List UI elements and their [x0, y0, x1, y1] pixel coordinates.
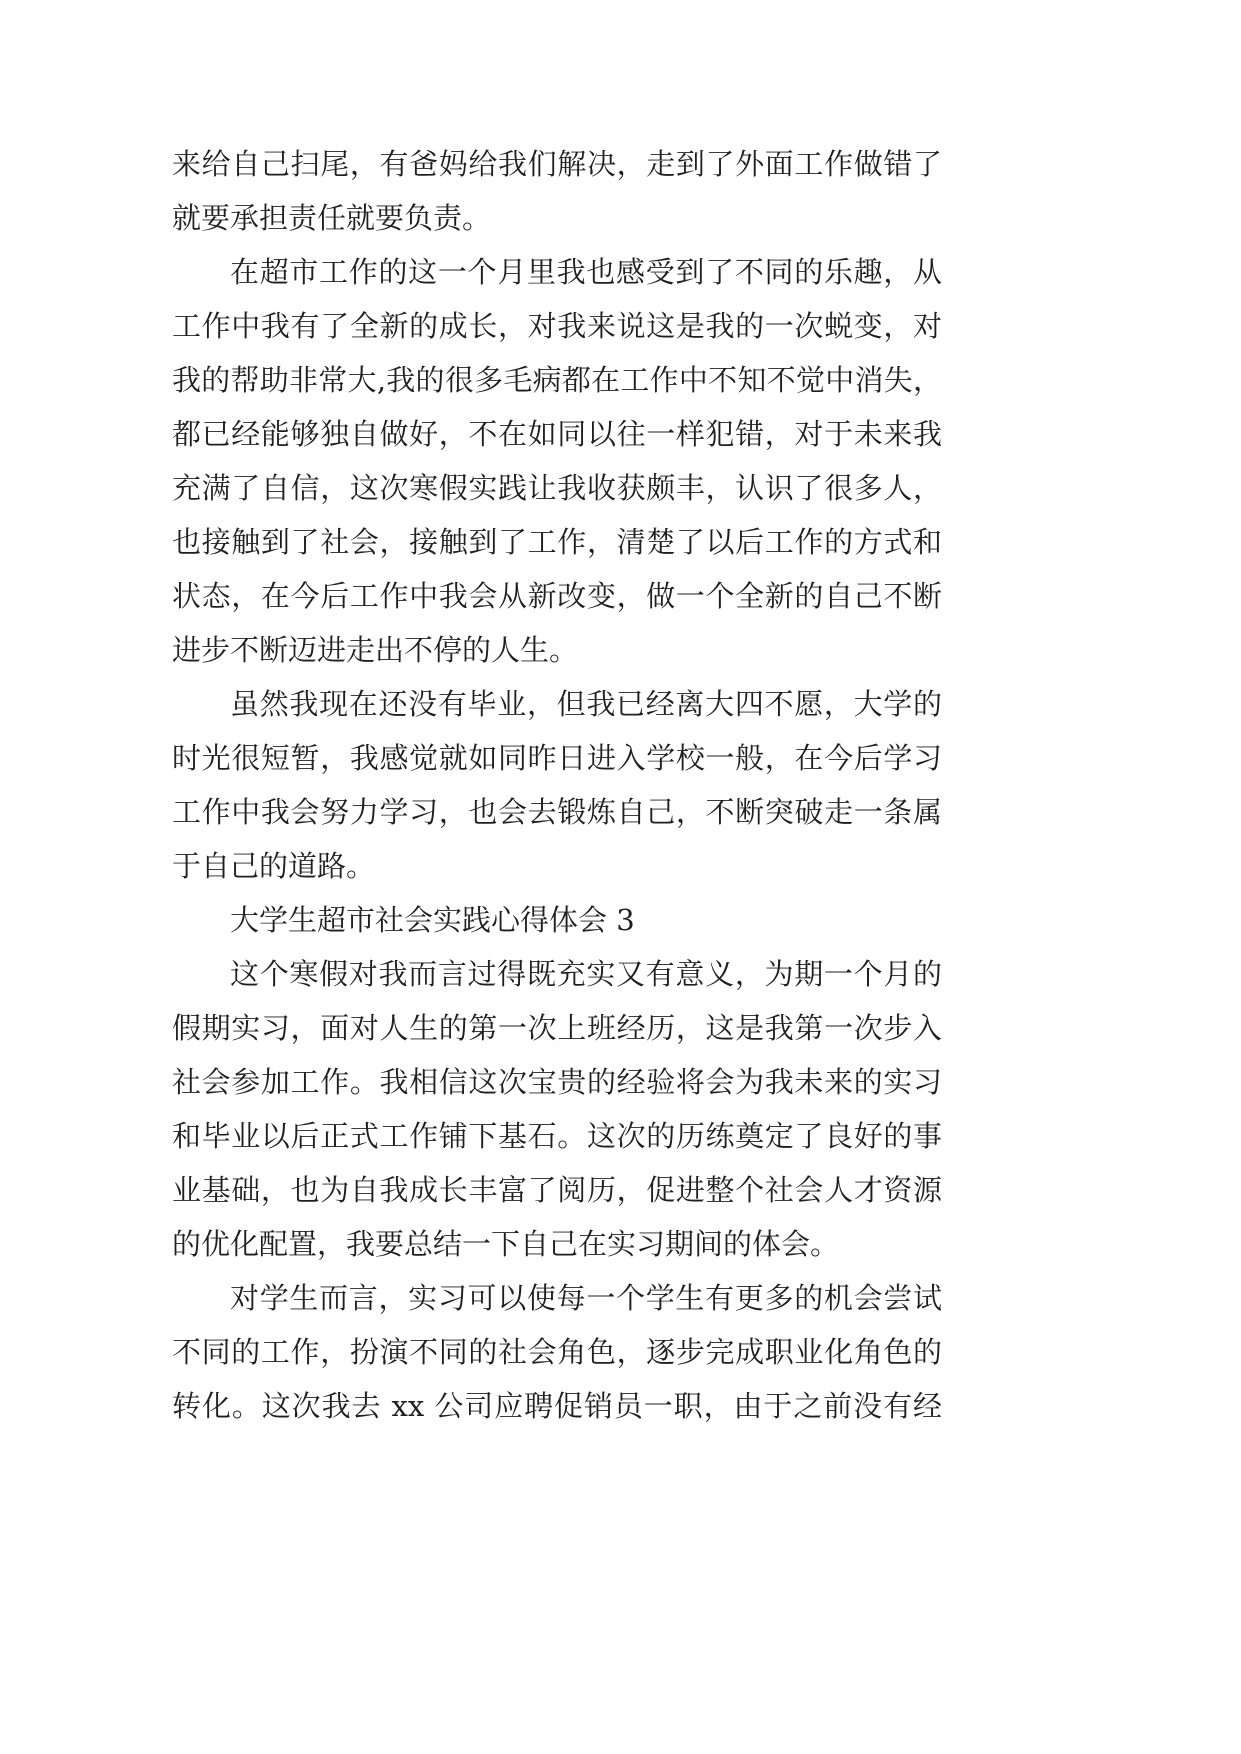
paragraph-2-line-3: 我的帮助非常大,我的很多毛病都在工作中不知不觉中消失，: [172, 363, 942, 397]
paragraph-2-line-7: 状态，在今后工作中我会从新改变，做一个全新的自己不断: [172, 579, 942, 613]
paragraph-6-line-2: 不同的工作，扮演不同的社会角色，逐步完成职业化角色的: [172, 1335, 942, 1369]
paragraph-3-line-4: 于自己的道路。: [172, 849, 376, 883]
paragraph-2-line-6: 也接触到了社会，接触到了工作，清楚了以后工作的方式和: [172, 525, 942, 559]
paragraph-2-line-4: 都已经能够独自做好，不在如同以往一样犯错，对于未来我: [172, 417, 942, 451]
paragraph-5-line-2: 假期实习，面对人生的第一次上班经历，这是我第一次步入: [172, 1011, 942, 1045]
paragraph-2-line-2: 工作中我有了全新的成长，对我来说这是我的一次蜕变，对: [172, 309, 942, 343]
paragraph-5-line-5: 业基础，也为自我成长丰富了阅历，促进整个社会人才资源: [172, 1173, 942, 1207]
paragraph-6-line-3: 转化。这次我去 xx 公司应聘促销员一职，由于之前没有经: [172, 1389, 942, 1423]
paragraph-2-line-8: 进步不断迈进走出不停的人生。: [172, 633, 579, 667]
paragraph-3-line-3: 工作中我会努力学习，也会去锻炼自己，不断突破走一条属: [172, 795, 942, 829]
paragraph-3-line-2: 时光很短暂，我感觉就如同昨日进入学校一般，在今后学习: [172, 741, 942, 775]
paragraph-3-line-1: 虽然我现在还没有毕业，但我已经离大四不愿，大学的: [230, 687, 942, 721]
paragraph-5-line-4: 和毕业以后正式工作铺下基石。这次的历练奠定了良好的事: [172, 1119, 942, 1153]
continuation-line-2: 就要承担责任就要负责。: [172, 201, 492, 235]
section-heading: 大学生超市社会实践心得体会 3: [230, 903, 635, 937]
paragraph-2-line-5: 充满了自信，这次寒假实践让我收获颇丰，认识了很多人，: [172, 471, 942, 505]
paragraph-5-line-3: 社会参加工作。我相信这次宝贵的经验将会为我未来的实习: [172, 1065, 942, 1099]
paragraph-2-line-1: 在超市工作的这一个月里我也感受到了不同的乐趣，从: [230, 255, 942, 289]
paragraph-5-line-1: 这个寒假对我而言过得既充实又有意义，为期一个月的: [230, 957, 942, 991]
continuation-line-1: 来给自己扫尾，有爸妈给我们解决，走到了外面工作做错了: [172, 147, 942, 181]
paragraph-6-line-1: 对学生而言，实习可以使每一个学生有更多的机会尝试: [230, 1281, 942, 1315]
paragraph-5-line-6: 的优化配置，我要总结一下自己在实习期间的体会。: [172, 1227, 840, 1261]
